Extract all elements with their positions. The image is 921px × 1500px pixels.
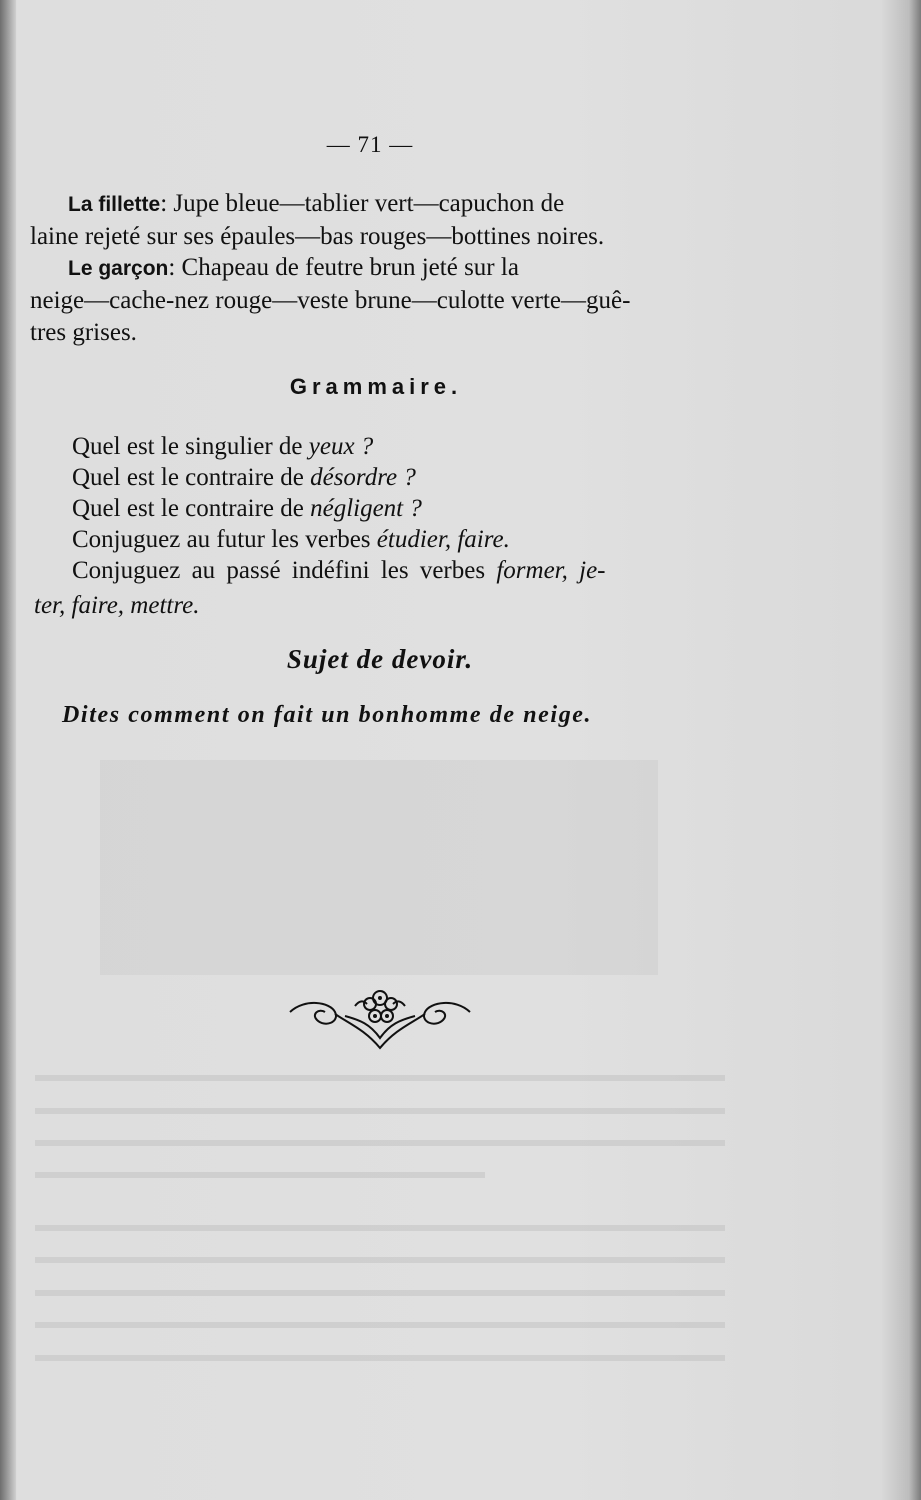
label-garcon: Le garçon (68, 257, 169, 280)
label-fillette: La fillette (68, 193, 161, 216)
q3-word: négligent ? (310, 495, 422, 522)
devoir-heading: Sujet de devoir. (286, 644, 474, 674)
grammar-question-2 (72, 463, 416, 493)
q1-text: Quel est le singulier de (72, 433, 309, 460)
book-spine-shadow (0, 0, 16, 1500)
garcon-text-3: tres grises. (30, 319, 137, 346)
q2-word: désordre ? (310, 464, 416, 491)
q4-text: Conjuguez au futur les verbes (72, 526, 377, 553)
grammar-question-3 (72, 494, 422, 524)
garcon-text-1: : Chapeau de feutre brun jeté sur la (168, 254, 519, 281)
garcon-text-2: neige—cache-nez rouge—veste brune—culotte verte—guê- (30, 287, 631, 314)
q2-text: Quel est le contraire de (72, 464, 311, 491)
grammar-question-4 (72, 525, 510, 555)
page-edge-shadow (881, 0, 921, 1500)
floral-vignette-icon (285, 990, 475, 1052)
q5-text: Conjuguez au passé indéfini les verbes (72, 557, 497, 584)
devoir-subject: Dites comment on fait un bonhomme de neige. (62, 702, 593, 728)
description-fillette (30, 188, 722, 253)
q4-word: étudier, faire. (376, 526, 510, 553)
q5-word: former, je- (496, 557, 606, 584)
description-garcon (30, 252, 722, 349)
grammar-heading: Grammaire. (289, 374, 463, 399)
fillette-text-2: laine rejeté sur ses épaules—bas rouges—bottines noires. (30, 223, 605, 250)
grammar-question-1 (72, 432, 373, 462)
q1-word: yeux ? (308, 433, 374, 460)
grammar-question-5 (72, 556, 606, 586)
grammar-question-5-cont: ter, faire, mettre. (34, 592, 200, 619)
q3-text: Quel est le contraire de (72, 495, 311, 522)
page-number: — 71 — (326, 132, 414, 157)
fillette-text-1: : Jupe bleue—tablier vert—capuchon de (160, 190, 565, 217)
